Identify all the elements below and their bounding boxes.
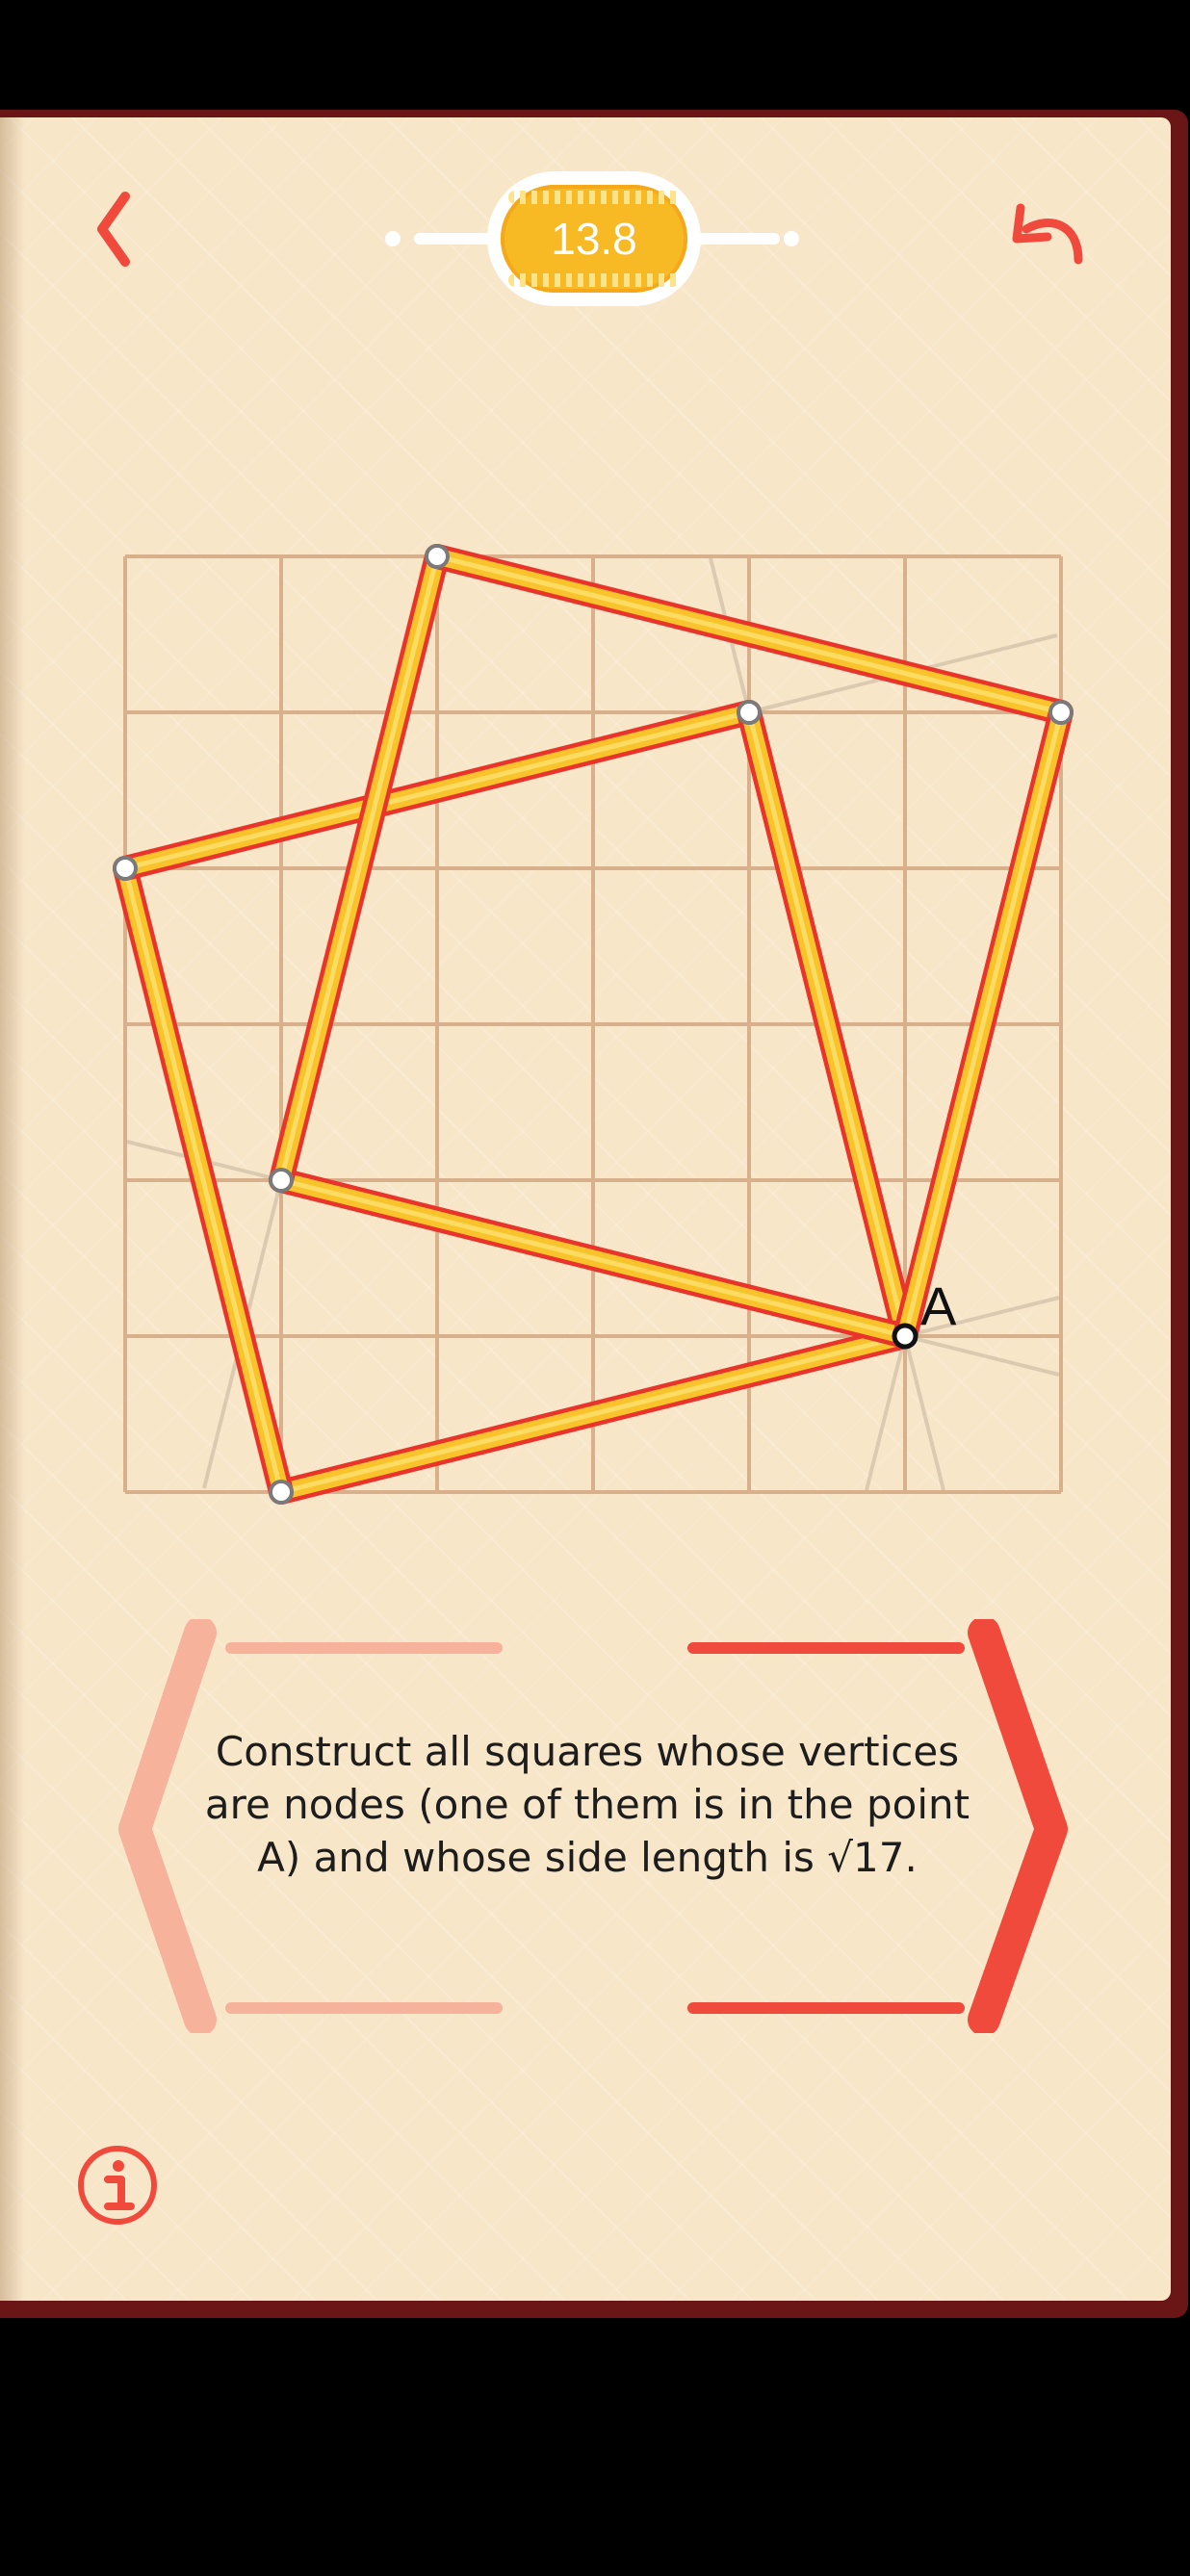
book-page (0, 117, 1171, 2301)
vertex-node (738, 702, 760, 723)
info-icon (81, 2149, 154, 2222)
point-a-label: A (920, 1275, 957, 1336)
vertex-node (115, 858, 136, 879)
vertex-node (271, 1170, 292, 1191)
guide-line (867, 1336, 905, 1490)
info-button[interactable] (71, 2139, 164, 2231)
vertex-node (1050, 702, 1072, 723)
vertex-node (427, 546, 448, 567)
vertex-node (271, 1481, 292, 1503)
guide-line (905, 1336, 944, 1490)
point-a-node (894, 1326, 916, 1347)
grid (125, 556, 1061, 1492)
guide-line (905, 1336, 1059, 1375)
level-number: 13.8 (551, 214, 637, 264)
puzzle-instruction: Construct all squares whose vertices are nodes (one of them is in the point A) and whose side length is √17. (204, 1728, 970, 1881)
